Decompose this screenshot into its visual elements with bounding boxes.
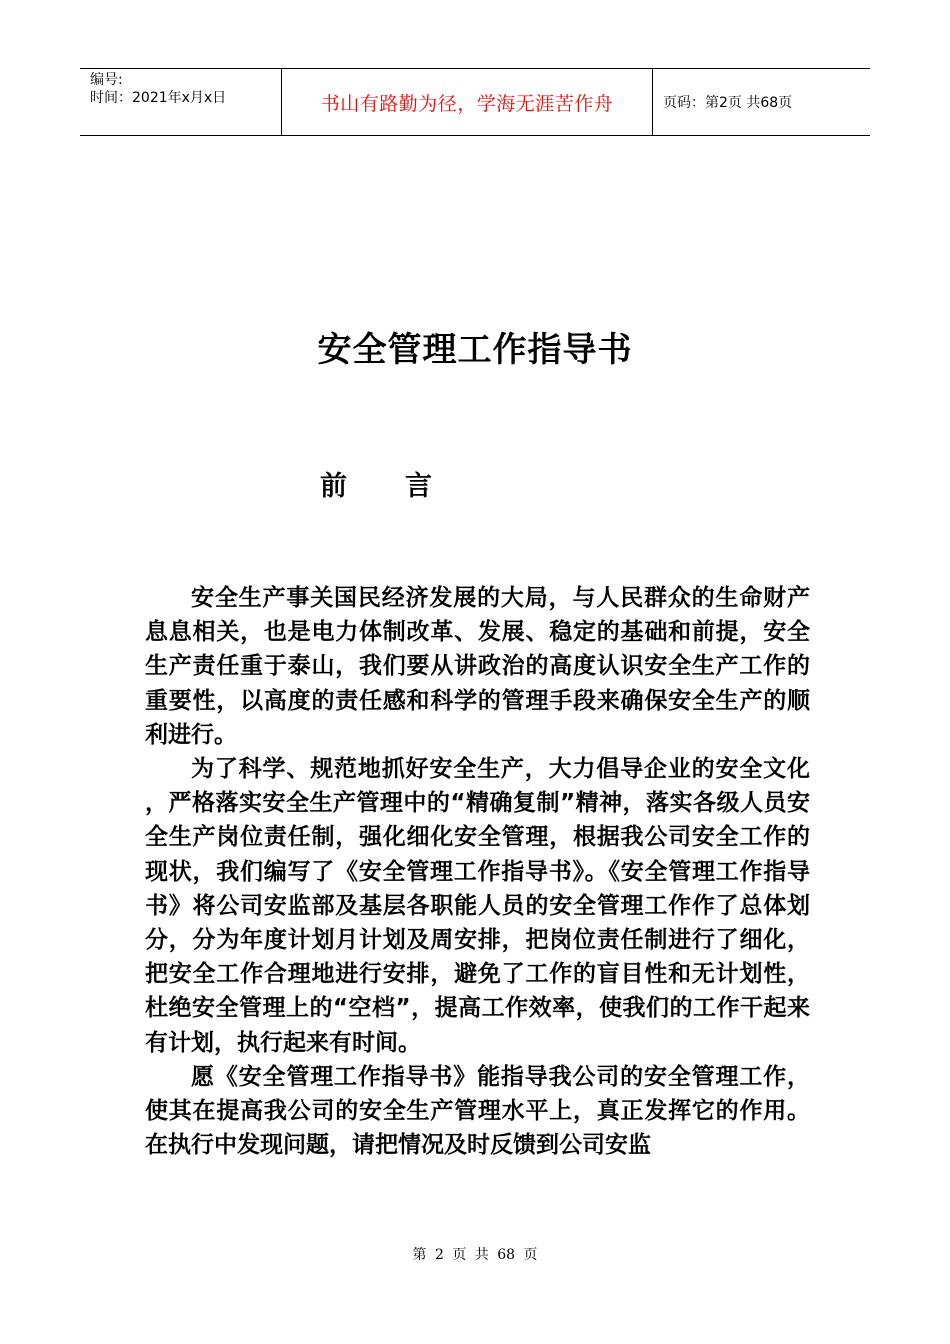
document-body — [145, 581, 810, 1162]
body-paragraph-2: 为了科学、规范地抓好安全生产，大力倡导企业的安全文化，严格落实安全生产管理中的“精确复制”精神，落实各级人员安全生产岗位责任制，强化细化安全管理，根据我公司安全工作的现状，我们编写了《安全管理工作指导书》。《安全管理工作指导书》将公司安监部及基层各职能人员的安全管理工作作了总体划分，分为年度计划月计划及周安排，把岗位责任制进行了细化，把安全工作合理地进行安排，避免了工作的盲目性和无计划性，杜绝安全管理上的“空档”，提高工作效率，使我们的工作干起来有计划，执行起来有时间。 — [145, 756, 810, 1056]
time-label: 时间：2021年x月x日 — [90, 90, 227, 106]
page-footer: 第 2 页 共 68 页 — [412, 1247, 538, 1263]
body-paragraph-3: 愿《安全管理工作指导书》能指导我公司的安全管理工作，使其在提高我公司的安全生产管理水平上，真正发挥它的作用。在执行中发现问题，请把情况及时反馈到公司安监 — [145, 1063, 810, 1159]
header-meta — [80, 69, 281, 135]
body-paragraph-1: 安全生产事关国民经济发展的大局，与人民群众的生命财产息息相关，也是电力体制改革、发展、稳定的基础和前提，安全生产责任重于泰山，我们要从讲政治的高度认识安全生产工作的重要性，以高度的责任感和科学的管理手段来确保安全生产的顺利进行。 — [145, 585, 810, 748]
page-header — [80, 68, 870, 136]
header-page-info: 页码：第2页 共68页 — [663, 95, 793, 111]
document-title: 安全管理工作指导书 — [317, 330, 633, 370]
code-label: 编号: — [90, 72, 123, 88]
section-heading: 前言 — [320, 471, 490, 502]
header-motto: 书山有路勤为径，学海无涯苦作舟 — [281, 69, 653, 135]
